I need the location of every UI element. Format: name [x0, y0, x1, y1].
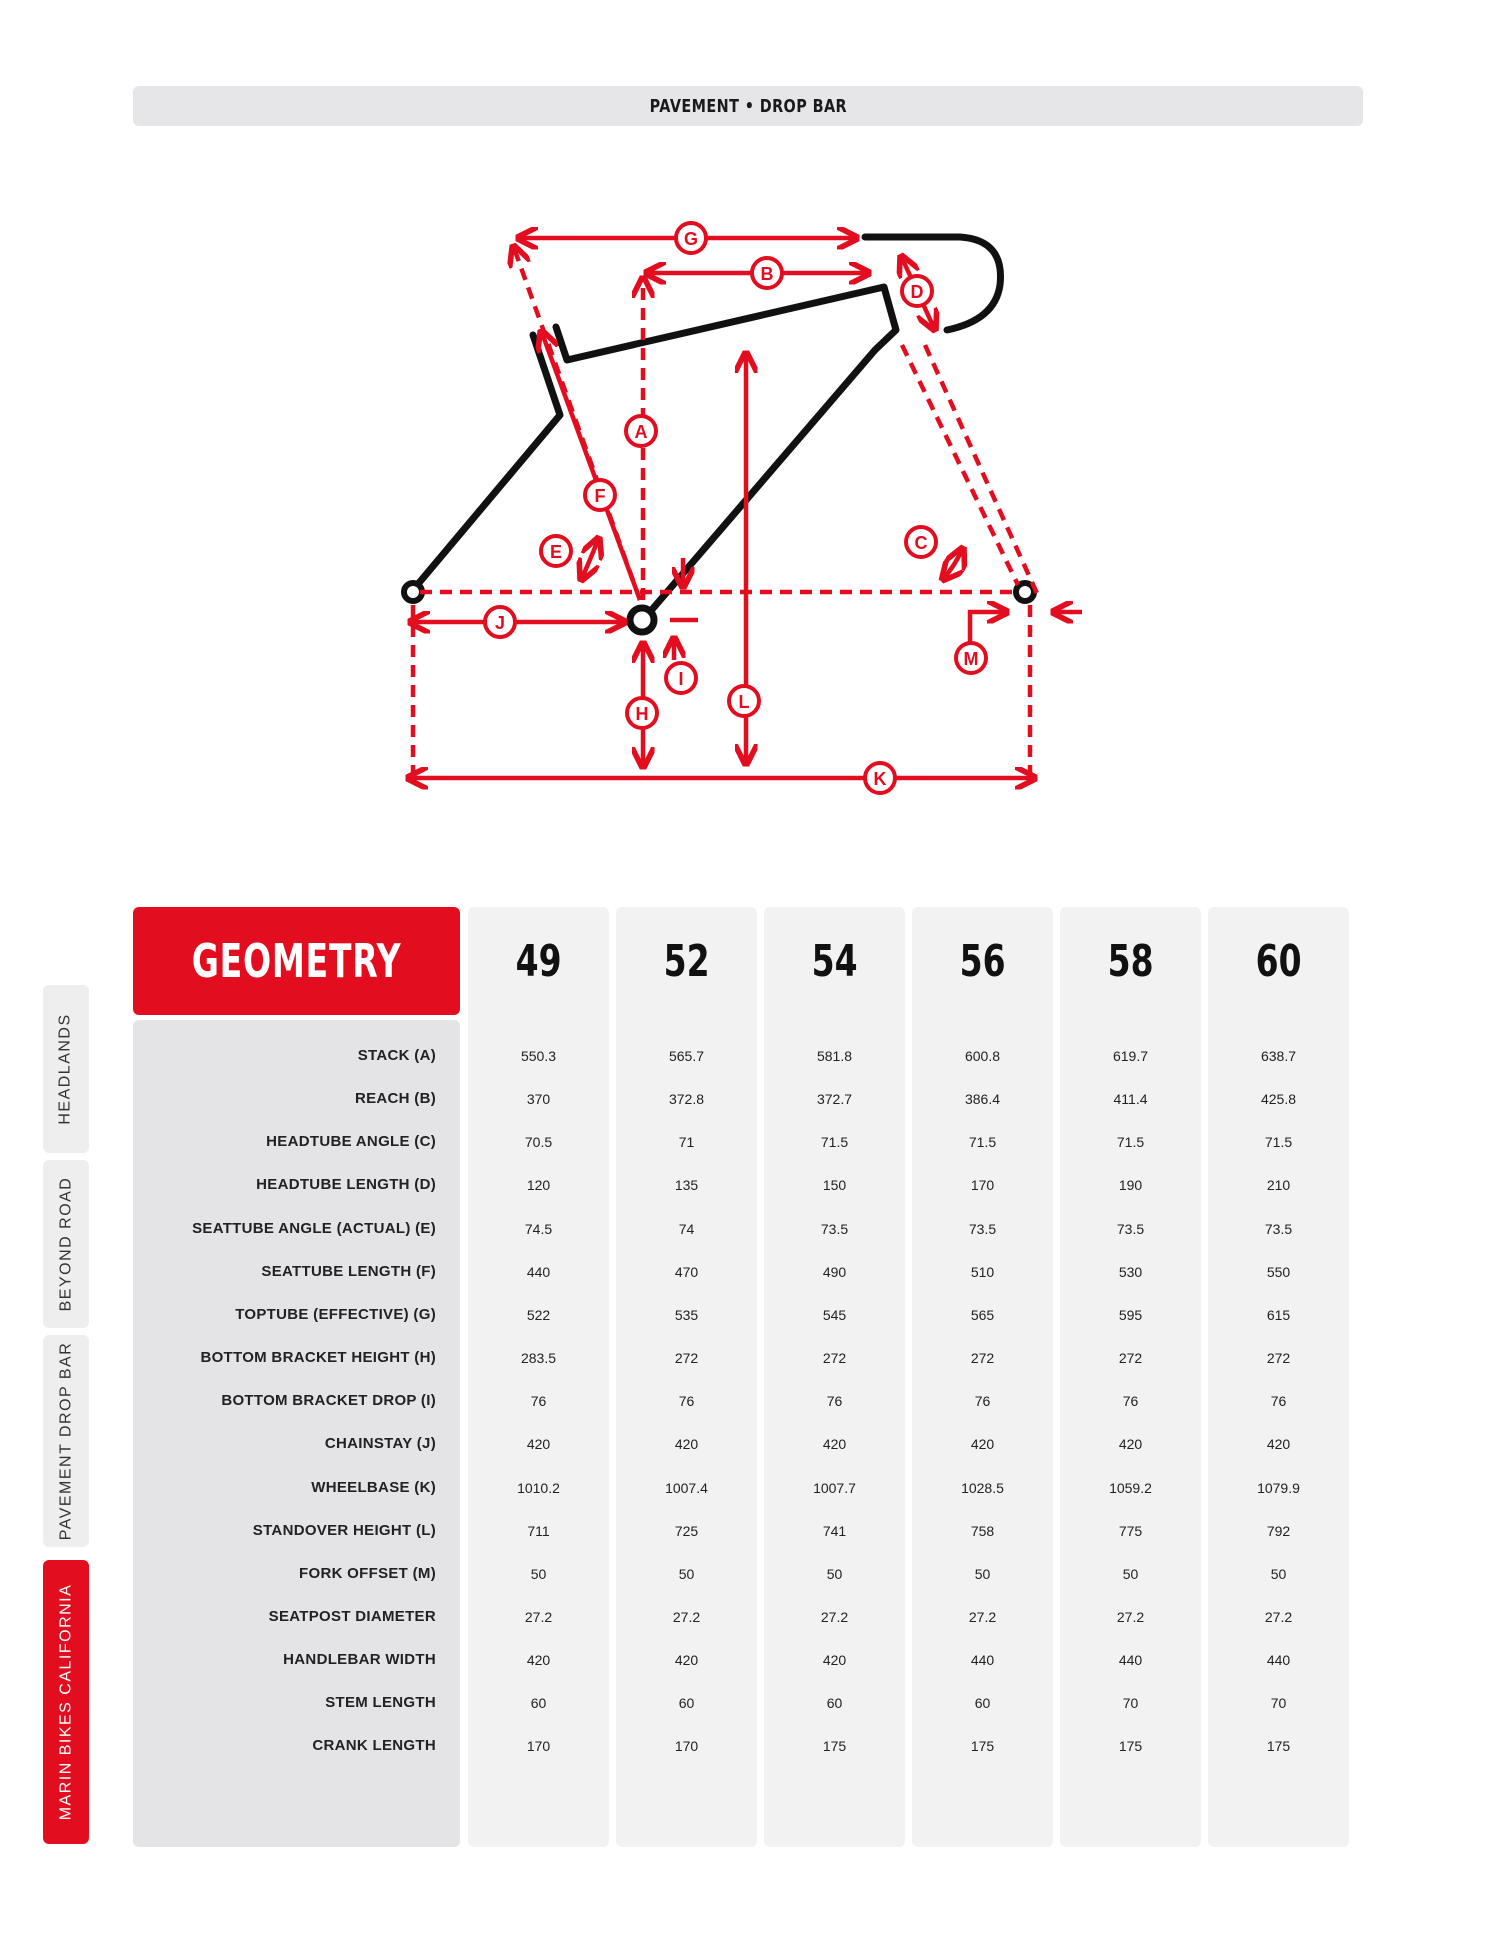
table-cell: 420 — [526, 1436, 551, 1452]
table-cell: 27.2 — [820, 1609, 849, 1625]
marker-g — [676, 223, 706, 253]
row-label: SEATPOST DIAMETER — [268, 1608, 436, 1625]
row-label: STEM LENGTH — [325, 1694, 436, 1711]
table-cell: 76 — [974, 1393, 991, 1409]
table-cell: 76 — [1270, 1393, 1287, 1409]
table-cell: 71.5 — [968, 1134, 997, 1150]
table-cell: 725 — [674, 1523, 699, 1539]
table-cell: 758 — [970, 1523, 995, 1539]
table-cell: 440 — [970, 1652, 995, 1668]
row-label: REACH (B) — [354, 1090, 436, 1107]
table-cell: 175 — [822, 1738, 847, 1754]
geometry-title: GEOMETRY — [191, 934, 402, 988]
tab-marin-bikes-california[interactable] — [43, 1560, 89, 1844]
svg-text:C: C — [914, 533, 928, 553]
svg-text:M: M — [963, 649, 979, 669]
marker-i — [666, 663, 696, 693]
table-cell: 420 — [822, 1436, 847, 1452]
table-cell: 272 — [822, 1350, 847, 1366]
marker-c — [906, 527, 936, 557]
table-cell: 272 — [1266, 1350, 1291, 1366]
table-cell: 50 — [974, 1566, 991, 1582]
table-cell: 135 — [674, 1177, 699, 1193]
size-header-label: 56 — [959, 935, 1006, 987]
size-header-label: 58 — [1107, 935, 1154, 987]
table-cell: 50 — [678, 1566, 695, 1582]
tab-headlands[interactable] — [43, 985, 89, 1153]
tab-beyond-road[interactable] — [43, 1160, 89, 1328]
table-cell: 638.7 — [1260, 1048, 1297, 1064]
rear-axle — [404, 583, 422, 601]
tab-pavement-drop-bar[interactable] — [43, 1335, 89, 1547]
table-cell: 619.7 — [1112, 1048, 1149, 1064]
row-label: HANDLEBAR WIDTH — [283, 1651, 436, 1668]
table-cell: 386.4 — [964, 1091, 1001, 1107]
bottom-bracket — [630, 608, 654, 632]
size-header — [912, 907, 1053, 1015]
table-cell: 60 — [530, 1695, 547, 1711]
table-cell: 420 — [1266, 1436, 1291, 1452]
table-cell: 60 — [826, 1695, 843, 1711]
table-cell: 50 — [530, 1566, 547, 1582]
table-cell: 440 — [1118, 1652, 1143, 1668]
table-cell: 27.2 — [1264, 1609, 1293, 1625]
geometry-diagram — [0, 0, 1500, 900]
table-cell: 420 — [674, 1652, 699, 1668]
svg-text:D: D — [910, 282, 924, 302]
table-cell: 510 — [970, 1264, 995, 1280]
table-cell: 73.5 — [820, 1221, 849, 1237]
tab-beyond-road-label: BEYOND ROAD — [57, 1176, 74, 1312]
table-cell: 535 — [674, 1307, 699, 1323]
row-label: SEATTUBE ANGLE (ACTUAL) (E) — [192, 1220, 436, 1237]
table-cell: 420 — [526, 1652, 551, 1668]
table-cell: 170 — [526, 1738, 551, 1754]
table-cell: 210 — [1266, 1177, 1291, 1193]
table-cell: 1079.9 — [1257, 1480, 1300, 1496]
row-label: FORK OFFSET (M) — [299, 1565, 436, 1582]
size-header — [764, 907, 905, 1015]
table-cell: 775 — [1118, 1523, 1143, 1539]
table-cell: 272 — [674, 1350, 699, 1366]
marker-j — [485, 607, 515, 637]
marker-b — [752, 258, 782, 288]
table-cell: 50 — [826, 1566, 843, 1582]
size-header — [1060, 907, 1201, 1015]
table-cell: 425.8 — [1260, 1091, 1297, 1107]
table-cell: 71.5 — [820, 1134, 849, 1150]
marker-d — [902, 276, 932, 306]
row-label: HEADTUBE ANGLE (C) — [266, 1133, 436, 1150]
table-cell: 73.5 — [968, 1221, 997, 1237]
table-cell: 550.3 — [520, 1048, 557, 1064]
table-cell: 70.5 — [524, 1134, 553, 1150]
table-cell: 1007.7 — [813, 1480, 856, 1496]
size-header — [616, 907, 757, 1015]
marker-m — [956, 643, 986, 673]
table-cell: 370 — [526, 1091, 551, 1107]
row-label: TOPTUBE (EFFECTIVE) (G) — [235, 1306, 436, 1323]
svg-text:A: A — [634, 422, 648, 442]
table-cell: 1010.2 — [517, 1480, 560, 1496]
row-label: CHAINSTAY (J) — [324, 1435, 436, 1452]
table-cell: 470 — [674, 1264, 699, 1280]
table-cell: 420 — [1118, 1436, 1143, 1452]
table-cell: 190 — [1118, 1177, 1143, 1193]
table-cell: 581.8 — [816, 1048, 853, 1064]
marker-k — [865, 763, 895, 793]
table-cell: 150 — [822, 1177, 847, 1193]
size-header — [1208, 907, 1349, 1015]
table-cell: 411.4 — [1113, 1091, 1148, 1107]
svg-text:K: K — [873, 769, 887, 789]
svg-text:B: B — [760, 264, 774, 284]
row-label: WHEELBASE (K) — [311, 1479, 436, 1496]
table-cell: 1028.5 — [961, 1480, 1004, 1496]
row-label: SEATTUBE LENGTH (F) — [261, 1263, 436, 1280]
table-cell: 175 — [1118, 1738, 1143, 1754]
table-cell: 741 — [822, 1523, 847, 1539]
marker-e — [541, 536, 571, 566]
table-cell: 420 — [970, 1436, 995, 1452]
table-cell: 60 — [974, 1695, 991, 1711]
table-cell: 530 — [1118, 1264, 1143, 1280]
table-cell: 522 — [526, 1307, 551, 1323]
table-cell: 76 — [678, 1393, 695, 1409]
row-label: BOTTOM BRACKET HEIGHT (H) — [200, 1349, 436, 1366]
marker-f — [585, 480, 615, 510]
table-cell: 490 — [822, 1264, 847, 1280]
table-cell: 175 — [970, 1738, 995, 1754]
geometry-header — [133, 907, 460, 1015]
table-cell: 283.5 — [520, 1350, 557, 1366]
row-label: STANDOVER HEIGHT (L) — [252, 1522, 436, 1539]
table-cell: 550 — [1266, 1264, 1291, 1280]
svg-text:F: F — [594, 486, 606, 506]
table-cell: 615 — [1266, 1307, 1291, 1323]
size-header-label: 49 — [515, 935, 562, 987]
table-cell: 27.2 — [524, 1609, 553, 1625]
tab-marin-bikes-california-label: MARIN BIKES CALIFORNIA — [57, 1583, 74, 1821]
svg-text:G: G — [683, 229, 699, 249]
table-cell: 600.8 — [964, 1048, 1001, 1064]
row-label: CRANK LENGTH — [312, 1737, 436, 1754]
tab-pavement-drop-bar-label: PAVEMENT DROP BAR — [57, 1341, 75, 1541]
table-cell: 27.2 — [1116, 1609, 1145, 1625]
table-cell: 73.5 — [1116, 1221, 1145, 1237]
svg-text:E: E — [549, 542, 563, 562]
table-cell: 71.5 — [1116, 1134, 1145, 1150]
table-cell: 272 — [1118, 1350, 1143, 1366]
table-cell: 1007.4 — [665, 1480, 708, 1496]
table-cell: 170 — [970, 1177, 995, 1193]
svg-text:L: L — [738, 692, 750, 712]
table-cell: 76 — [826, 1393, 843, 1409]
table-cell: 60 — [678, 1695, 695, 1711]
table-cell: 175 — [1266, 1738, 1291, 1754]
table-cell: 74 — [678, 1221, 695, 1237]
table-cell: 440 — [1266, 1652, 1291, 1668]
table-cell: 420 — [822, 1652, 847, 1668]
table-cell: 170 — [674, 1738, 699, 1754]
size-header-label: 60 — [1255, 935, 1302, 987]
table-cell: 792 — [1266, 1523, 1291, 1539]
category-title: PAVEMENT • DROP BAR — [649, 95, 847, 117]
table-cell: 71 — [678, 1134, 695, 1150]
marker-h — [627, 698, 657, 728]
table-cell: 372.7 — [816, 1091, 853, 1107]
table-cell: 73.5 — [1264, 1221, 1293, 1237]
table-cell: 1059.2 — [1109, 1480, 1152, 1496]
size-header-label: 52 — [663, 935, 710, 987]
table-cell: 372.8 — [668, 1091, 705, 1107]
row-label: BOTTOM BRACKET DROP (I) — [221, 1392, 436, 1409]
row-label: STACK (A) — [357, 1047, 436, 1064]
marker-l — [729, 686, 759, 716]
table-cell: 27.2 — [672, 1609, 701, 1625]
svg-text:I: I — [678, 669, 684, 689]
table-cell: 711 — [527, 1523, 550, 1539]
marker-a — [626, 416, 656, 446]
table-cell: 76 — [530, 1393, 547, 1409]
table-cell: 70 — [1122, 1695, 1139, 1711]
table-cell: 440 — [526, 1264, 551, 1280]
table-cell: 50 — [1270, 1566, 1287, 1582]
table-cell: 27.2 — [968, 1609, 997, 1625]
svg-text:H: H — [635, 704, 649, 724]
table-cell: 70 — [1270, 1695, 1287, 1711]
table-cell: 74.5 — [524, 1221, 553, 1237]
table-cell: 71.5 — [1264, 1134, 1293, 1150]
row-label: HEADTUBE LENGTH (D) — [256, 1176, 436, 1193]
tab-headlands-label: HEADLANDS — [57, 1013, 74, 1125]
table-cell: 545 — [822, 1307, 847, 1323]
table-cell: 50 — [1122, 1566, 1139, 1582]
table-cell: 565.7 — [668, 1048, 705, 1064]
table-cell: 120 — [526, 1177, 551, 1193]
table-cell: 272 — [970, 1350, 995, 1366]
table-cell: 595 — [1118, 1307, 1143, 1323]
size-header-label: 54 — [811, 935, 858, 987]
table-cell: 565 — [970, 1307, 995, 1323]
svg-text:J: J — [494, 613, 506, 633]
table-cell: 76 — [1122, 1393, 1139, 1409]
table-cell: 420 — [674, 1436, 699, 1452]
size-header — [468, 907, 609, 1015]
